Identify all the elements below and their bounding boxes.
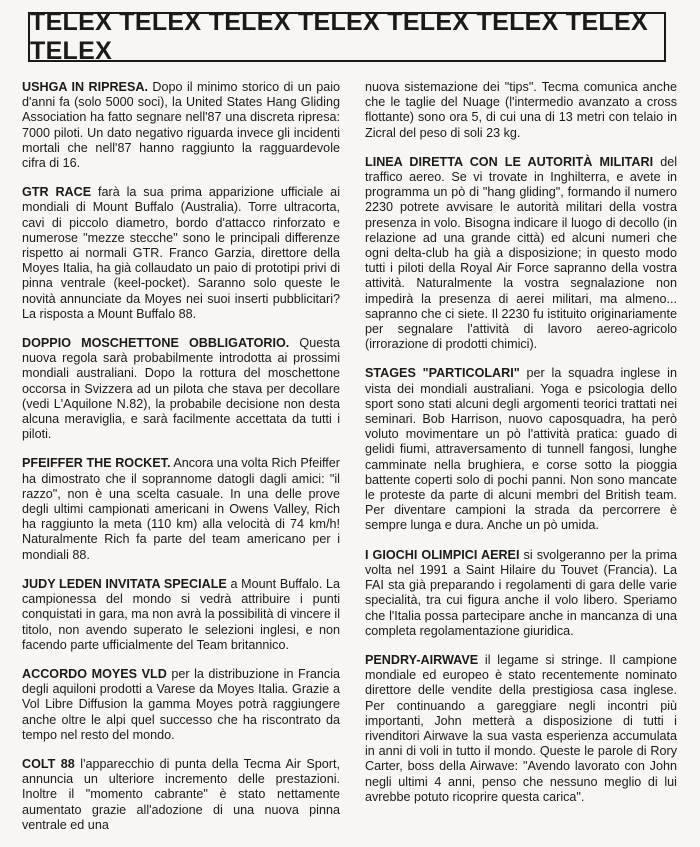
article-body: Ancora una volta Rich Pfeiffer ha dimostrato che il soprannome datogli dagli amici: "il razzo", non è una scelta casuale. In una delle prove degli ultimi campionati americani in Owens Valley, Rich ha raggiunto la meta (110 km) alla velocità di 74 km/h! Naturalmente Rich fa parte del team americano per i mondiali 88. (22, 456, 340, 562)
telex-banner: TELEX TELEX TELEX TELEX TELEX TELEX TELEX TELEX (28, 12, 666, 62)
article-body: il legame si stringe. Il campione mondiale ed europeo è stato recentemente nominato direttore delle vendite della prestigiosa casa inglese. Per continuando a gareggiare negli incontri più importanti, John metterà a disposizione di tutti i rivenditori Airwave la sua vasta esperienza accumulata in anni di voli in tutto il mondo. Queste le parole di Rory Carter, boss della Airwave: "Avendo lavorato con John negli ultimi 4 anni, penso che nessuno meglio di lui avrebbe potuto ricoprire questa carica". (365, 652, 677, 804)
article-judy-leden (22, 577, 340, 653)
article-linea-diretta (365, 155, 677, 353)
article-body: a Mount Buffalo. La campionessa del mondo si vedrà attribuire i punti conquistati in gara, ma non avrà la possibilità di vincere il titolo, non avendo superato le selezioni inglesi, e non facendo parte ufficialmente del Team britannico. (22, 576, 340, 652)
article-colt-88 (22, 757, 340, 833)
article-headline: USHGA IN RIPRESA. (22, 80, 148, 94)
article-headline: I GIOCHI OLIMPICI AEREI (365, 547, 520, 562)
article-body: del traffico aereo. Se vi trovate in Inghilterra, e avete in programma un pò di "hang gliding", formando il numero 2230 potrete avvisare le autorità militari della vostra presenza in volo. Bisogna indicare il luogo di decollo (in relazione ad una grande città) ed alcuni numeri che ogni delta-club ha già a disposizione; in questo modo tutti i piloti della Royal Air Force sapranno della vostra attività. Naturalmente la vostra segnalazione non impedirà la presenza di aerei militari, ma almeno... sapranno che ci siete. Il 2230 fu istituito originariamente per segnalare l'attività di lavoro aereo-agricolo (irrorazione di prodotti chimici). (365, 154, 678, 352)
article-body: Questa nuova regola sarà probabilmente introdotta ai prossimi mondiali australiani. Dopo la rottura del moschettone occorsa in Svizzera ad un pilota che stava per decollare (vedi L'Aquilone N.82), la probabile decisione non desta alcuna meraviglia, e sarà facilmente accettata da tutti i piloti. (22, 336, 340, 442)
article-body: per la squadra inglese in vista dei mondiali australiani. Yoga e psicologia dello sport sono stati alcuni degli argomenti teorici trattati nei seminari. Bob Harrison, nuovo caposquadra, ha però voluto movimentare un pò l'attività pratica: guado di gelidi fiumi, attraversamento di tunnell fangosi, lunghe camminate nella brughiera, e corse sotto la pioggia battente coperti solo di pochi panni. Non sono mancate le proteste da parte di alcuni membri del British team. Per diventare campioni la strada da percorrere è sempre lunga e dura. Anche un pò umida. (365, 366, 677, 533)
article-colt-88-continued (365, 80, 677, 141)
article-stages (365, 366, 677, 533)
article-headline: STAGES "PARTICOLARI" (365, 366, 520, 381)
article-body: farà la sua prima apparizione ufficiale ai mondiali di Mount Buffalo (Australia). Torre ultracorta, cavi di piccolo diametro, bordo d'attacco rinforzato e numerose "mezze stecche" sono le principali differenze rispetto ai normali GTR. Franco Garzia, direttore della Moyes Italia, ha già collaudato un paio di prototipi privi di pinna ventrale (keel-pocket). Saranno solo queste le novità annunciate da Moyes nei suoi inserti pubblicitari? La risposta a Mount Buffalo 88. (22, 185, 340, 321)
article-headline: PENDRY-AIRWAVE (365, 652, 479, 667)
article-headline: DOPPIO MOSCHETTONE OBBLIGATORIO. (22, 336, 290, 351)
article-headline: GTR RACE (22, 185, 92, 200)
article-pendry-airwave (365, 653, 677, 805)
article-body: l'apparecchio di punta della Tecma Air Sport, annuncia un ulteriore incremento delle prestazioni. Inoltre il "momento cabrante" è stato nettamente aumentato grazie all'adozione di una nuova pinna ventrale ed una (22, 756, 340, 832)
article-pfeiffer (22, 456, 340, 562)
article-headline: JUDY LEDEN INVITATA SPECIALE (22, 576, 227, 591)
article-giochi-olimpici (365, 548, 677, 639)
article-body: per la distribuzione in Francia degli aquiloni prodotti a Varese da Moyes Italia. Grazie a Vol Libre Diffusion la gamma Moyes potrà raggiungere anche oltre le alpi quel successo che ha riscontrato da tempo nel resto del mondo. (22, 666, 340, 742)
article-headline: ACCORDO MOYES VLD (22, 666, 167, 681)
article-ushga (22, 80, 340, 171)
article-headline: COLT 88 (22, 756, 75, 771)
article-body: si svolgeranno per la prima volta nel 1991 a Saint Hilaire du Touvet (Francia). La FAI sta già preparando i regolamenti di gara delle varie specialità, tra cui figura anche il volo libero. Speriamo che l'Italia possa partecipare anche in mancanza di una completa regolamentazione giuridica. (365, 547, 677, 638)
right-column (365, 80, 677, 819)
article-gtr-race (22, 185, 340, 322)
article-body: nuova sistemazione dei "tips". Tecma comunica anche che le taglie del Nuage (l'intermedio avanzato a cross flottante) sono ora 5, di cui una di 13 metri con telaio in Zicral del peso di soli 23 kg. (365, 80, 677, 140)
article-doppio-moschettone (22, 336, 340, 442)
article-headline: PFEIFFER THE ROCKET. (22, 456, 171, 471)
article-body: Dopo il minimo storico di un paio d'anni fa (solo 5000 soci), la United States Hang Gliding Association ha fatto segnare nell'87 una discreta ripresa: 7000 piloti. Un dato negativo riguarda invece gli incidenti mortali che nell'87 hanno raggiunto la ragguardevole cifra di 16. (22, 80, 341, 171)
article-accordo-moyes (22, 667, 340, 743)
left-column (22, 80, 340, 847)
article-headline: LINEA DIRETTA CON LE AUTORITÀ MILITARI (365, 154, 654, 169)
